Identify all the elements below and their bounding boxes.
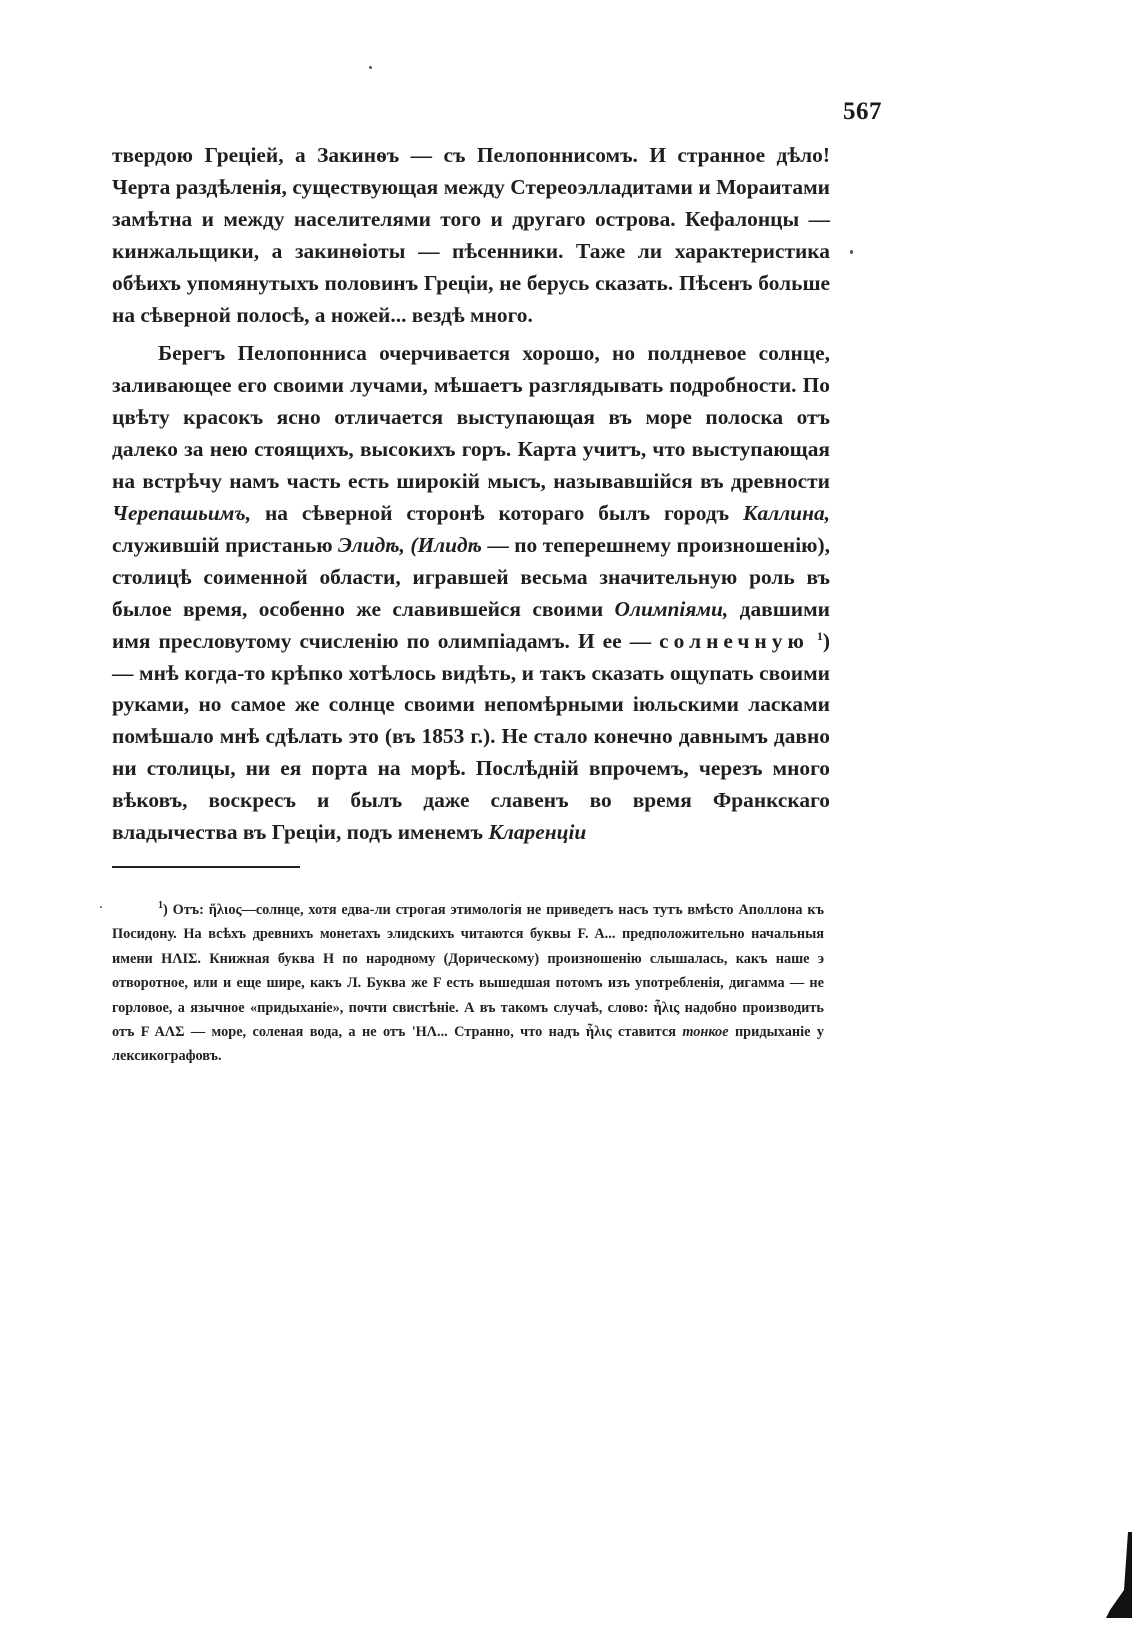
footnote-part-1: ) Отъ: ἥλιος—солнце, хотя едва-ли строгая этимологія не приведетъ насъ тутъ вмѣсто Аполлона къ Посидону. На всѣхъ древнихъ монетахъ элидскихъ читаются буквы F. A... предположительно начальныя имени HΛIΣ. Книжная буква H по народному (Дорическому) произношенію слышалась, какъ наше э отворотное, или и еще шире, какъ Л. Буква же F есть вышедшая потомъ изъ употребленія, дигамма — не горловое, а язычное «придыханіе», почти свистѣніе. А въ такомъ случаѣ, слово: ἧλις надобно производить отъ F AΛΣ — море, соленая вода, а не отъ 'HΛ... Странно, что надъ ἧλις ставится — [112, 902, 824, 1041]
paragraph-2-part-2: на сѣверной сторонѣ котораго былъ городъ — [251, 500, 744, 525]
footnote-divider — [112, 866, 300, 868]
footnote — [112, 898, 824, 1069]
paragraph-1: твердою Греціей, а Закинѳъ — съ Пелопоннисомъ. И странное дѣло! Черта раздѣленія, существующая между Стереоэлладитами и Мораитами замѣтна и между населителями того и другаго острова. Кефалонцы — кинжальщики, а закинѳіоты — пѣсенники. Таже ли характеристика обѣихъ упомянутыхъ половинъ Греціи, не берусь сказать. Пѣсенъ больше на сѣверной полосѣ, а ножей... вездѣ много. — [112, 143, 830, 327]
italic-elide: Элидѣ, — [338, 532, 405, 557]
italic-ilide: (Илидѣ — [410, 532, 482, 557]
scan-speck — [100, 906, 102, 908]
paragraph-2-part-3: служившій пристанью — [112, 532, 339, 557]
italic-olimpii: Олимпіями, — [614, 596, 729, 621]
footnote-italic-tonkoe: тонкое — [682, 1024, 729, 1041]
footnote-part-2: придыханіе у лексикографовъ. — [112, 1024, 824, 1065]
footnote-reference[interactable]: 1 — [816, 628, 823, 643]
footnote-text — [112, 898, 824, 1069]
page-number: 567 — [843, 98, 882, 125]
italic-cherepashim: Черепашьимъ, — [112, 500, 252, 525]
paragraph-2-part-6: ) — мнѣ когда-то крѣпко хотѣлось видѣть, и такъ сказать ощупать своими руками, но самое же солнце своими непомѣрными іюльскими ласками помѣшало мнѣ сдѣлать это (въ 1853 г.). Не стало конечно давнымъ давно ни столицы, ни ея порта на морѣ. Послѣдній впрочемъ, черезъ много вѣковъ, воскресъ и былъ даже славенъ во время Франкскаго владычества въ Греціи, подъ именемъ — [112, 628, 830, 845]
italic-klarentsii: Кларенціи — [488, 820, 587, 845]
main-text — [112, 140, 830, 856]
scan-speck — [850, 250, 853, 254]
paragraph-2-part-1: Берегъ Пелопонниса очерчивается хорошо, но полдневое солнце, заливающее его своими лучами, мѣшаетъ разглядывать подробности. По цвѣту красокъ ясно отличается выступающая въ море полоска отъ далеко за нею стоящихъ, высокихъ горъ. Карта учитъ, что выступающая на встрѣчу намъ часть есть широкій мысъ, называвшійся въ древности — [112, 341, 830, 494]
paragraph-2 — [112, 338, 830, 849]
footnote-marker: 1 — [158, 900, 163, 912]
spaced-solnechnuyu: солнечную — [659, 628, 809, 653]
paragraph-2-part-5: давшими имя пресловутому счисленію по олимпіадамъ. И ее — — [112, 596, 830, 653]
scan-corner-mark — [1098, 1530, 1134, 1620]
italic-kallina: Каллина, — [743, 500, 830, 525]
paragraph-2-part-4: — по теперешнему произношенію), столицѣ соименной области, игравшей весьма значительную роль въ былое время, особенно же славившейся своими — [112, 532, 830, 621]
scan-speck — [369, 66, 372, 69]
